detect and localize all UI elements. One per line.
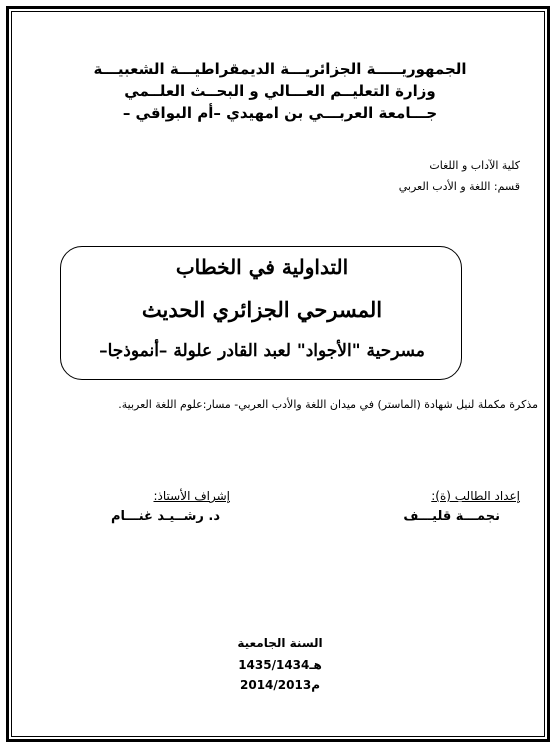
supervisor-name: د. رشــيـد غنـــام — [110, 509, 220, 524]
student-name: نجمـــة قليـــف — [403, 509, 500, 524]
thesis-title-line2: المسرحي الجزائري الحديث — [141, 297, 383, 322]
department-name: قسم: اللغة و الأدب العربي — [398, 180, 520, 193]
college-name: كلية الآداب و اللغات — [429, 159, 520, 172]
republic-name: الجمهوريـــــة الجزائريـــة الديمقراطيـــة الشعبيـــة — [93, 60, 467, 78]
supervisor-label: إشراف الأستاذ: — [153, 489, 230, 503]
academic-year-label: السنة الجامعية — [237, 636, 323, 650]
thesis-title-line3: مسرحية "الأجواد" لعبد القادر علولة –أنموذجا– — [99, 341, 425, 361]
academic-year-hijri: 1435/1434هـ — [238, 658, 322, 672]
thesis-description: مذكرة مكملة لنيل شهادة (الماستر) في ميدان اللغة والأدب العربي- مسار:علوم اللغة العربية. — [118, 398, 538, 411]
thesis-title-box — [60, 246, 462, 380]
academic-year-gregorian: 2014/2013م — [240, 678, 320, 692]
student-label: إعداد الطالب (ة): — [431, 489, 520, 503]
university-name: جـــامعة العربـــي بن امهيدي –أم البواقي – — [122, 104, 438, 122]
thesis-title-line1: التداولية في الخطاب — [175, 255, 349, 279]
ministry-name: وزارة التعليــم العـــالي و البحــث العلــمي — [124, 82, 436, 100]
